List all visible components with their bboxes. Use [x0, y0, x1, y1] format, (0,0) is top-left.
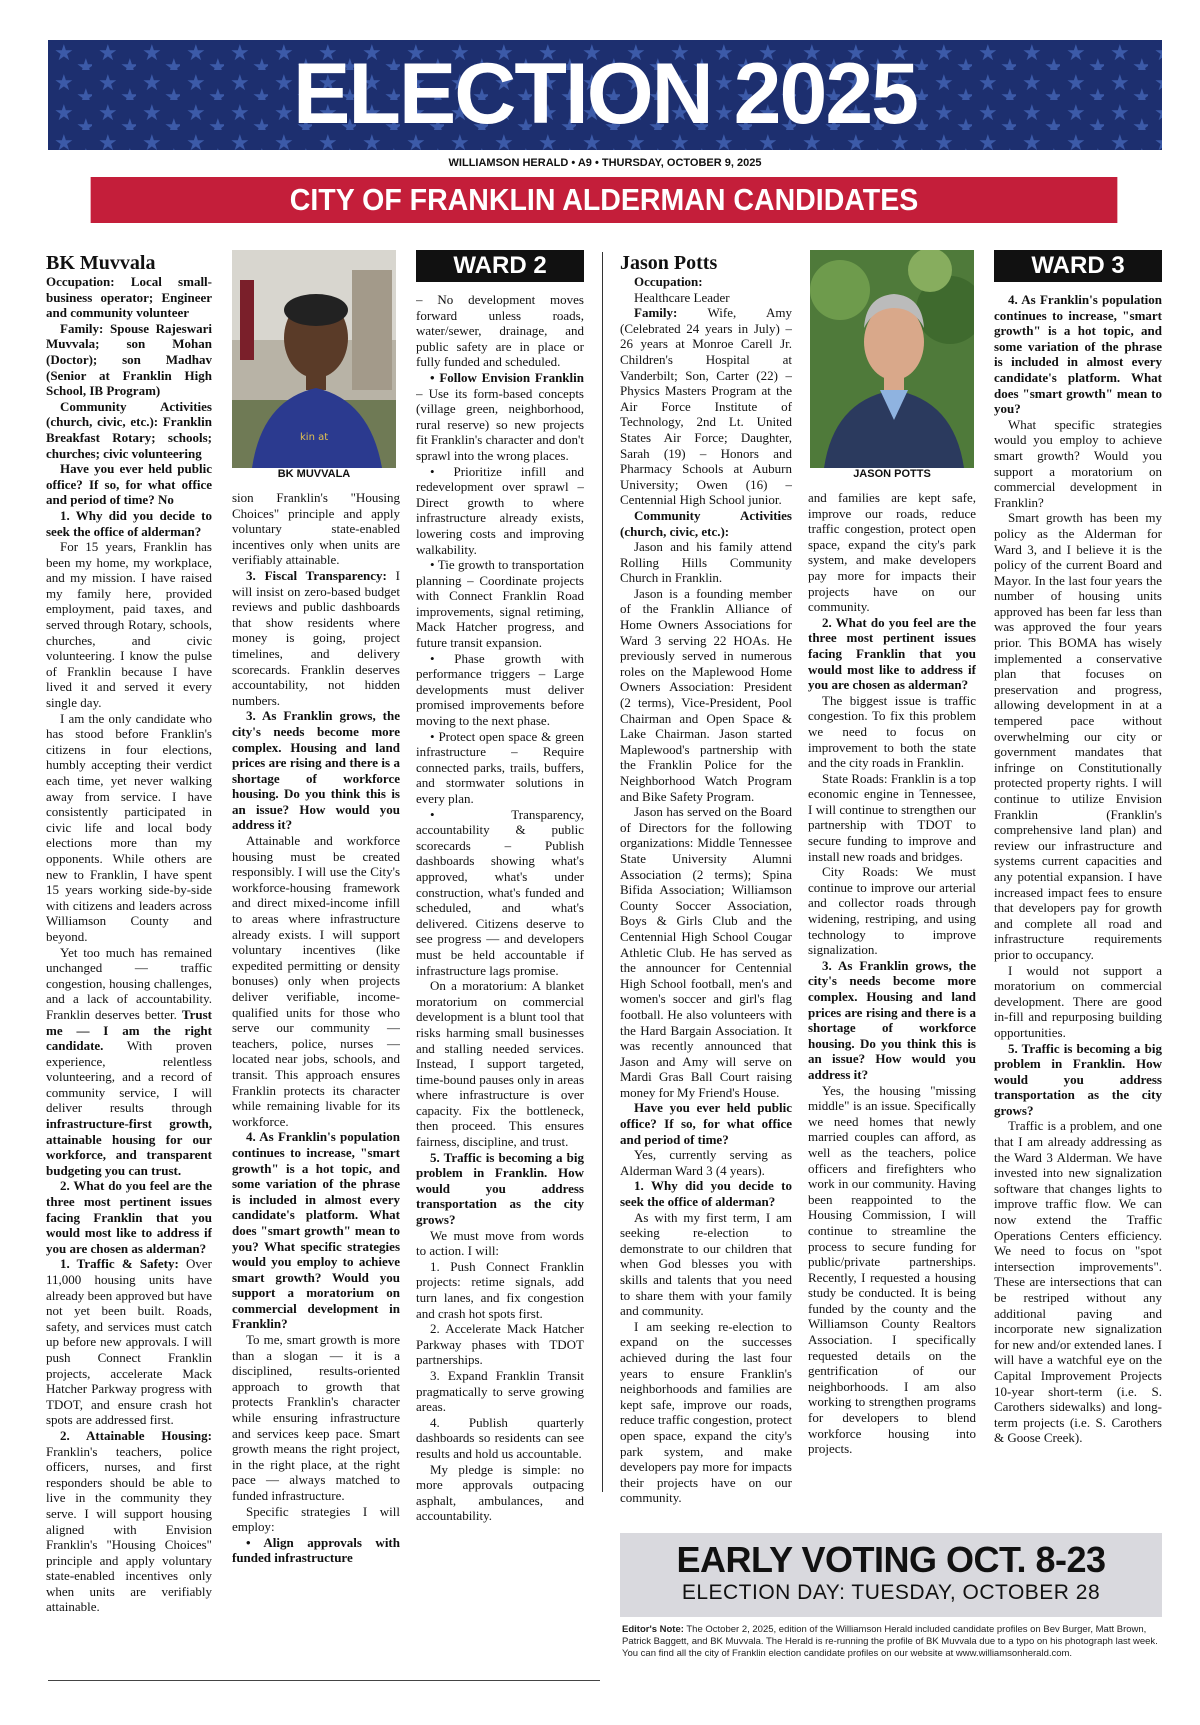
question-1: 1. Why did you decide to seek the office of alderman? [46, 507, 212, 539]
answer-2c: City Roads: We must continue to improve our arterial and collector roads through widening, restriping, and using technology to improve signalization. [808, 864, 976, 958]
ward-3-header: WARD 3 [994, 250, 1162, 282]
answer-5e: 4. Publish quarterly dashboards so residents can see results and hold us accountable. [416, 1414, 584, 1461]
answer-5d: 3. Expand Franklin Transit pragmatically to serve growing areas. [416, 1367, 584, 1415]
strategy-3: • Prioritize infill and redevelopment over sprawl – Direct growth to where infrastructure already exists, lowering costs and improving walkability. [416, 463, 584, 557]
issue-2-label: 2. Attainable Housing: [60, 1427, 212, 1443]
strategy-1-label: • Align approvals with funded infrastructure [232, 1534, 400, 1566]
editors-note-label: Editor's Note: [622, 1624, 684, 1635]
strategy-2-text: – Use its form-based concepts (village green, neighborhood, rural reserve) so new projects fit Franklin's character and don't sprawl into the wrong places. [416, 385, 584, 463]
election-day: ELECTION DAY: TUESDAY, OCTOBER 28 [681, 1581, 1101, 1604]
dateline: WILLIAMSON HERALD • A9 • THURSDAY, OCTOBER 9, 2025 [448, 157, 762, 169]
bk-column-2: sion Franklin's "Housing Choices" principle and apply voluntary state-enabled incentives only when units are verifiably attainable. 3. Fiscal Transparency: I will insist on zero-based budget reviews and public dashboards that show residents where money is going, project timelines, and delivery scorecards. Franklin deserves accountability, not hidden numbers. 3. As Franklin grows, the city's needs become more complex. Housing and land prices are rising and there is a shortage of workforce housing. Do you think this is an issue? How would you address it? Attainable and workforce housing must be created responsibly. I will use the City's workforce-housing framework and direct mixed-income infill to areas where infrastructure already exists. I will support voluntary incentives (like expedited permitting or density bonuses) only when projects deliver verifiable, income-qualified units for those who serve our community — teachers, police, nurses — located near jobs, schools, and transit. This approach ensures Franklin protects its character while remaining livable for its workforce. 4. As Franklin's population continues to increase, "smart growth" is a hot topic, and some variation of the phrase is included in almost every candidate's platform. What does "smart growth" mean to you? What specific strategies would you employ to achieve smart growth? Would you support a moratorium on commercial development in Franklin? To me, smart growth is more than a slogan — it is a disciplined, results-oriented approach to growth that protects Franklin's character while ensuring infrastructure and services keep pace. Smart growth means the right project, in the right place, at the right pace — always matched to funded infrastructure. Specific strategies I will employ: • Align approvals with funded infrastructure [232, 490, 400, 1566]
portrait-image [810, 250, 974, 468]
strategy-1-text: – No development moves forward unless roads, water/sewer, drainage, and public safety are in place or fully funded and scheduled. [416, 292, 584, 370]
issue-1-label: 1. Traffic & Safety: [60, 1256, 179, 1272]
answer-3: Attainable and workforce housing must be created responsibly. I will use the City's workforce-housing framework and direct mixed-income infill to areas where infrastructure already exists. I will support voluntary incentives (like expedited permitting or density bonuses) only when projects deliver verifiable, income-qualified units for those who serve our community — teachers, police, nurses — located near jobs, schools, and transit. This approach ensures Franklin protects its character while remaining livable for its workforce. [232, 833, 400, 1129]
editors-note [622, 1624, 1162, 1660]
community-text-b: Jason is a founding member of the Franklin Alliance of Home Owners Associations for Ward 3 serving 22 HOAs. He previously served in numerous roles on the Maplewood Home Owners Association: President (2 terms), Vice-President, Pool Chairman and Open Space & Lake Chairman. Jason started Maplewood's partnership with the Franklin Police for the Neighborhood Watch Program and Bike Safety Program. [620, 585, 792, 804]
question-1: 1. Why did you decide to seek the office of alderman? [620, 1178, 792, 1210]
answer-3: Yes, the housing "missing middle" is an issue. Specifically we need homes that newly married couples can afford, as well as the teachers, police officers and firefighters who work in our community. Having been reappointed to the Housing Commission, I will continue to streamline the process to secure funding for public/private partnerships. Recently, I requested a housing study be conducted. It is being funded by the county and the Williamson County Realtors Association. I specifically requested details on the gentrification of our neighborhoods. I am also working to strengthen programs for developers to blend workforce housing into projects. [808, 1082, 976, 1457]
answer-4b: I would not support a moratorium on commercial development. There are good in-fill and repurposing building opportunities. [994, 962, 1162, 1040]
answer-2a: The biggest issue is traffic congestion. To fix this problem we need to focus on improvement to both the state and the city roads in Franklin. [808, 692, 976, 771]
question-2: 2. What do you feel are the three most pertinent issues facing Franklin that you would most like to address if you are chosen as alderman? [808, 614, 976, 693]
answer-1d: Trust me — I am the right candidate. [46, 1006, 212, 1054]
bottom-rule [48, 1680, 600, 1681]
community-label: Community Activities (church, civic, etc.): [620, 507, 792, 539]
editors-note-text: The October 2, 2025, edition of the Williamson Herald included candidate profiles on Bev Burger, Matt Brown, Patrick Baggett, and BK Muvvala. The Herald is re-running the profile of BK Muvvala due to a typo on his photograph last week. You can find all the city of Franklin election candidate profiles on our website at www.williamsonherald.com. [622, 1624, 1158, 1659]
family-text: Family: Spouse Rajeswari Muvvala; son Mohan (Doctor); son Madhav (Senior at Franklin High School, IB Program) [46, 320, 212, 399]
ward-2-header: WARD 2 [416, 250, 584, 282]
jp-photo-caption: JASON POTTS [853, 468, 931, 480]
answer-2b: State Roads: Franklin is a top economic engine in Tennessee, I will continue to strengthen our partnership with TDOT to secure funding to improve and install new roads and bridges. [808, 770, 976, 864]
early-voting-dates: EARLY VOTING OCT. 8-23 [676, 1539, 1106, 1580]
answer-5f: My pledge is simple: no more approvals outpacing asphalt, ambulances, and accountability. [416, 1461, 584, 1524]
question-4: 4. As Franklin's population continues to increase, "smart growth" is a hot topic, and some variation of the phrase is included in almost every candidate's platform. What does "smart growth" mean to you? What specific strategies would you employ to achieve smart growth? Would you support a moratorium on commercial development in Franklin? [232, 1129, 400, 1332]
office-answer: Yes, currently serving as Alderman Ward 3 (4 years). [620, 1147, 792, 1178]
occupation-value: Healthcare Leader [634, 289, 730, 305]
answer-5: Traffic is a problem, and one that I am already addressing as the Ward 3 Alderman. We have invested into new signalization software that changes lights to improve traffic flow. We can now extend the Traffic Operations Centers efficiency. We need to focus on "spot intersection improvements". These are intersections that can be restriped without any additional paving and incorporate new signalization for new and/or extended lanes. I will have a watchful eye on the Capital Improvement Projects 10-year short-term (i.e. S. Carothers sidewalks) and long-term projects (i.e. S. Carothers & Goose Creek). [994, 1118, 1162, 1446]
early-voting-box [620, 1533, 1162, 1617]
occupation-label: Occupation: [46, 274, 115, 289]
answer-1a: For 15 years, Franklin has been my home, my workplace, and my mission. I have raised my family here, provided employment, paid taxes, and served through Rotary, schools, churches, and civic volunteering. I know the pulse of Franklin because I have lived it and served it every single day. [46, 539, 212, 711]
answer-4a: Smart growth has been my policy as the Alderman for Ward 3, and I believe it is the policy of the current Board and Mayor. In the last four years the number of housing units approved has been far less than was approved the four years prior. This BOMA has wisely implemented a conservative plan that focuses on preservation and progress, allowing development in at a tempered pace without overwhelming our city or government mandates that infringe on Constitutionally protected property rights. I will continue to utilize Envision Franklin (Franklin's comprehensive land plan) and review our infrastructure and systems current capacities and any potential expansion. I have increased impact fees to ensure that developers pay for growth and complete all road and infrastructure requirements prior to occupancy. [994, 510, 1162, 962]
community-text: Community Activities (church, civic, etc.): Franklin Breakfast Rotary; schools; churches; civic volunteering [46, 398, 212, 461]
community-text-a: Jason and his family attend Rolling Hills Community Church in Franklin. [620, 539, 792, 586]
issue-3-label: 3. Fiscal Transparency: [246, 567, 387, 583]
question-5: 5. Traffic is becoming a big problem in Franklin. How would you address transportation as the city grows? [994, 1040, 1162, 1118]
answer-1f: infrastructure-first growth, attainable housing for our workforce, and transparent budgeting you can trust. [46, 1116, 212, 1178]
moratorium-answer: On a moratorium: A blanket moratorium on commercial development is a blunt tool that risks harming small businesses and stalling needed services. Instead, I support targeted, time-bound pauses only in areas where infrastructure is over capacity. Fix the bottleneck, then proceed. This ensures fairness, discipline, and trust. [416, 978, 584, 1150]
bk-photo-caption: BK MUVVALA [277, 468, 351, 480]
question-5: 5. Traffic is becoming a big problem in Franklin. How would you address transportation as the city grows? [416, 1149, 584, 1228]
strategy-7: • Transparency, accountability & public scorecards – Publish dashboards showing what's approved, what's under construction, what's funded and scheduled, and what's delivered. Citizens deserve to see progress — and developers must be held accountable if infrastructure lags promise. [416, 806, 584, 978]
strategy-6: • Protect open space & green infrastructure – Require connected parks, trails, buffers, and stormwater solutions in every plan. [416, 728, 584, 806]
portrait-image [232, 250, 396, 468]
family-label: Family: [634, 305, 678, 321]
question-4b: What specific strategies would you employ to achieve smart growth? Would you support a moratorium on commercial development in Franklin? [994, 416, 1162, 510]
svg-text:kin at: kin at [300, 432, 329, 443]
family-text: Wife, Amy (Celebrated 24 years in July) – 26 years at Monroe Carell Jr. Children's Hospital at Vanderbilt; Son, Carter (22) – Physics Masters Program at the Air Force Institute of Technology, 2nd Lt. United States Air Force; Daughter, Sarah (19) – Honors and Pharmacy Schools at Auburn University; Owen (16) – Centennial High School junior. [620, 305, 792, 508]
question-3: 3. As Franklin grows, the city's needs become more complex. Housing and land prices are rising and there is a shortage of workforce housing. Do you think this is an issue? How would you address it? [808, 957, 976, 1082]
issue-3-text: I will insist on zero-based budget reviews and public dashboards that show residents where money is going, project timelines, and delivery scorecards. Franklin deserves accountability, not hidden numbers. [232, 567, 400, 708]
column-divider [602, 252, 603, 1492]
answer-5a: We must move from words to action. I will: [416, 1227, 584, 1259]
banner-title: ELECTION 2025 [293, 46, 917, 142]
bk-column-3 [416, 292, 584, 1672]
answer-4a: To me, smart growth is more than a slogan — it is a disciplined, results-oriented approach to growth that protects Franklin's character while ensuring infrastructure and services keep pace. Smart growth means the right project, in the right place, at the right pace — always matched to funded infrastructure. [232, 1332, 400, 1503]
bk-column-1 [46, 252, 212, 1652]
answer-1e: With proven experience, relentless volunteering, and a record of community service, I will deliver results through [46, 1038, 212, 1116]
answer-1b: I am seeking re-election to expand on the successes achieved during the last four years to ensure Franklin's neighborhoods and families are kept safe, improve our roads, reduce traffic congestion, protect open space, expand the city's park system, and make developers pay more for impacts their projects have on our community. [620, 1318, 792, 1506]
bk-photo [232, 250, 396, 468]
jp-column-2: and families are kept safe, improve our roads, reduce traffic congestion, protect open space, expand the city's park system, and make developers pay more for impacts their projects have on our community. 2. What do you feel are the three most pertinent issues facing Franklin that you would most like to address if you are chosen as alderman? The biggest issue is traffic congestion. To fix this problem we need to focus on improvement to both the state and the city roads in Franklin. State Roads: Franklin is a top economic engine in Tennessee, I will continue to strengthen our partnership with TDOT to secure funding to improve and install new roads and bridges. City Roads: We must continue to improve our arterial and collector roads through widening, restriping, and using technology to improve signalization. 3. As Franklin grows, the city's needs become more complex. Housing and land prices are rising and there is a shortage of workforce housing. Do you think this is an issue? How would you address it? Yes, the housing "missing middle" is an issue. Specifically we need homes that newly married couples can afford, as well as the teachers, police officers and firefighters who work in our community. Having been reappointed to the Housing Commission, I will continue to streamline the process to secure funding for public/private partnerships. Recently, I requested a housing study be conducted. It is being funded by the county and the Williamson County Realtors Association. I specifically requested details on the gentrification of our neighborhoods. I am also working to strengthen programs for developers to blend workforce housing into projects. [808, 490, 976, 1457]
answer-1b: I am the only candidate who has stood before Franklin's citizens in four elections, humbly accepting their verdict each time, yet never walking away from service. I have consistently participated in civic life and local body elections more than my opponents. While others are new to Franklin, I have spent 15 years working side-by-side with citizens and leaders across Williamson County and beyond. [46, 710, 212, 944]
occupation-label: Occupation: [634, 274, 703, 289]
section-title: CITY OF FRANKLIN ALDERMAN CANDIDATES [91, 177, 1118, 223]
issue-1-text: Over 11,000 housing units have already been approved but have not yet been built. Roads, safety, and services must catch up before new approvals. I will push Connect Franklin projects, accelerate Mack Hatcher Parkway progress with TDOT, and ensure crash hot spots are addressed first. [46, 1256, 212, 1428]
answer-1c: Yet too much has remained unchanged — traffic congestion, housing challenges, and a lack of accountability. Franklin deserves better. [46, 944, 212, 1022]
occupation-value: Local small-business operator; Engineer and community volunteer [46, 274, 212, 321]
answer-5c: 2. Accelerate Mack Hatcher Parkway phases with TDOT partnerships. [416, 1321, 584, 1368]
community-text-c: Jason has served on the Board of Directors for the following organizations: Middle Tennessee State University Alumni Association (2 terms); Spina Bifida Association; Williamson County Soccer Association, Boys & Girls Club and the Centennial High School Cougar Athletic Club. He has served as the announcer for Centennial High School football, men's and women's soccer and girl's flag football. He also volunteers with the Hard Bargain Association. It was recently announced that Jason and Amy will serve on Mardi Gras Ball Court raising money for My Friend's House. [620, 804, 792, 1100]
question-3: 3. As Franklin grows, the city's needs become more complex. Housing and land prices are rising and there is a shortage of workforce housing. Do you think this is an issue? How would you address it? [232, 708, 400, 833]
answer-5b: 1. Push Connect Franklin projects: retime signals, add turn lanes, and fix congestion and crash hot spots first. [416, 1258, 584, 1321]
jp-column-3 [994, 292, 1162, 1524]
election-banner [48, 40, 1162, 150]
answer-1a: As with my first term, I am seeking re-election to demonstrate to our children that when God blesses you with skills and talents that you need to share them with your family and community. [620, 1209, 792, 1319]
candidate-name: Jason Potts [620, 252, 718, 274]
question-4: 4. As Franklin's population continues to increase, "smart growth" is a hot topic, and some variation of the phrase is included in almost every candidate's platform. What does "smart growth" mean to you? [994, 292, 1162, 417]
office-question: Have you ever held public office? If so, for what office and period of time? No [46, 461, 212, 508]
strategy-5: • Phase growth with performance triggers – Large developments must deliver promised improvements before moving to the next phase. [416, 650, 584, 729]
jp-photo [810, 250, 974, 468]
strategy-4: • Tie growth to transportation planning – Coordinate projects with Connect Franklin Road improvements, signal retiming, Mack Hatcher progress, and future transit expansion. [416, 557, 584, 651]
office-question: Have you ever held public office? If so, for what office and period of time? [620, 1100, 792, 1147]
strategy-2-label: • Follow Envision Franklin [430, 369, 584, 385]
question-2: 2. What do you feel are the three most pertinent issues facing Franklin that you would most like to address if you are chosen as alderman? [46, 1178, 212, 1256]
jp-column-1 [620, 252, 792, 1524]
answer-4b: Specific strategies I will employ: [232, 1503, 400, 1535]
candidate-name: BK Muvvala [46, 252, 156, 274]
issue-2-text: Franklin's teachers, police officers, nurses, and first responders should be able to live in the community they serve. I will support housing aligned with Envision Franklin's "Housing Choices" principle and apply voluntary state-enabled incentives only when units are verifiably attainable. [46, 1443, 212, 1615]
